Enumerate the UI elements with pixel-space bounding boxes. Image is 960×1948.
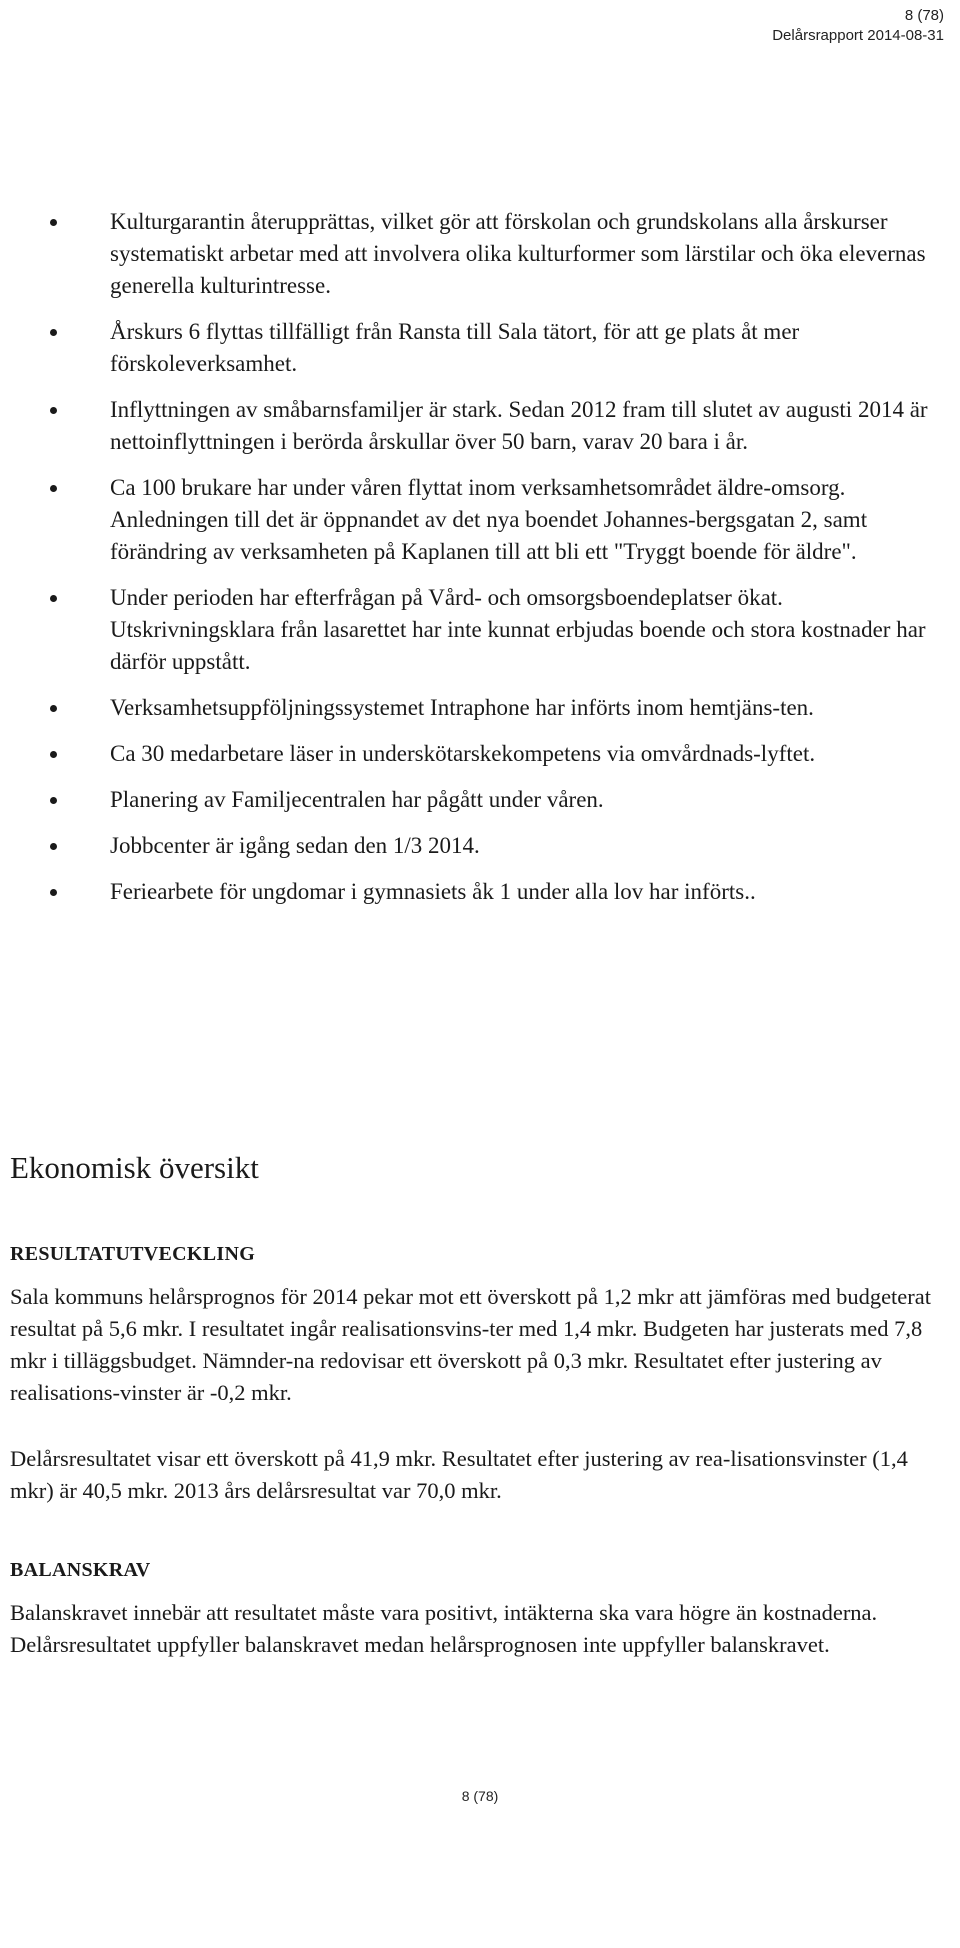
bullet-list bbox=[40, 206, 940, 922]
bullet-icon bbox=[50, 751, 57, 758]
section-title: Ekonomisk översikt bbox=[10, 1150, 259, 1185]
list-item-text: Verksamhetsuppföljningssystemet Intraphone har införts inom hemtjäns-ten. bbox=[110, 695, 814, 720]
page-header bbox=[772, 6, 944, 46]
bullet-icon bbox=[50, 843, 57, 850]
list-item bbox=[40, 316, 940, 380]
bullet-icon bbox=[50, 705, 57, 712]
list-item-text: Feriearbete för ungdomar i gymnasiets åk 1 under alla lov har införts.. bbox=[110, 879, 756, 904]
list-item bbox=[40, 394, 940, 458]
balans-heading: BALANSKRAV bbox=[10, 1559, 151, 1581]
bullet-icon bbox=[50, 797, 57, 804]
list-item bbox=[40, 876, 940, 908]
balans-paragraph: Balanskravet innebär att resultatet måste vara positivt, intäkterna ska vara högre än kostnaderna. Delårsresultatet uppfyller balanskravet medan helårsprognosen inte uppfyller balanskravet. bbox=[10, 1600, 878, 1657]
bullet-icon bbox=[50, 219, 57, 226]
list-item-text: Jobbcenter är igång sedan den 1/3 2014. bbox=[110, 833, 480, 858]
list-item-text: Planering av Familjecentralen har pågått under våren. bbox=[110, 787, 604, 812]
list-item bbox=[40, 582, 940, 678]
list-item bbox=[40, 472, 940, 568]
resultat-paragraph-2: Delårsresultatet visar ett överskott på 41,9 mkr. Resultatet efter justering av rea-lisationsvinster (1,4 mkr) är 40,5 mkr. 2013 års delårsresultat var 70,0 mkr. bbox=[10, 1446, 908, 1503]
bullet-icon bbox=[50, 595, 57, 602]
header-report-title: Delårsrapport 2014-08-31 bbox=[772, 27, 944, 44]
list-item-text: Inflyttningen av småbarnsfamiljer är stark. Sedan 2012 fram till slutet av augusti 2014 är nettoinflyttningen i berörda årskullar över 50 barn, varav 20 bara i år. bbox=[110, 397, 928, 454]
list-item-text: Kulturgarantin återupprättas, vilket gör att förskolan och grundskolans alla årskurser systematiskt arbetar med att involvera olika kulturformer som lärstilar och öka elevernas generella kulturintresse. bbox=[110, 209, 926, 298]
bullet-icon bbox=[50, 329, 57, 336]
bullet-icon bbox=[50, 407, 57, 414]
header-page-number: 8 (78) bbox=[904, 7, 944, 24]
list-item-text: Ca 30 medarbetare läser in underskötarskekompetens via omvårdnads-lyftet. bbox=[110, 741, 816, 766]
list-item bbox=[40, 692, 940, 724]
list-item-text: Ca 100 brukare har under våren flyttat inom verksamhetsområdet äldre-omsorg. Anledningen till det är öppnandet av det nya boendet Johannes-bergsgatan 2, samt förändring av verksamheten på Kaplanen till att bli ett "Tryggt boende för äldre". bbox=[110, 475, 868, 564]
list-item-text: Årskurs 6 flyttas tillfälligt från Ransta till Sala tätort, för att ge plats åt mer förskoleverksamhet. bbox=[110, 319, 800, 376]
bullet-icon bbox=[50, 485, 57, 492]
bullet-icon bbox=[50, 889, 57, 896]
resultat-paragraph-1: Sala kommuns helårsprognos för 2014 pekar mot ett överskott på 1,2 mkr att jämföras med budgeterat resultat på 5,6 mkr. I resultatet ingår realisationsvins-ter med 1,4 mkr. Budgeten har justerats med 7,8 mkr i tilläggsbudget. Nämnder-na redovisar ett överskott på 0,3 mkr. Resultatet efter justering av realisations-vinster är -0,2 mkr. bbox=[10, 1284, 932, 1405]
list-item bbox=[40, 784, 940, 816]
list-item bbox=[40, 830, 940, 862]
resultat-heading: RESULTATUTVECKLING bbox=[10, 1243, 256, 1265]
page-footer: 8 (78) bbox=[461, 1788, 499, 1804]
list-item-text: Under perioden har efterfrågan på Vård- och omsorgsboendeplatser ökat. Utskrivningsklara från lasarettet har inte kunnat erbjudas boende och stora kostnader har därför uppstått. bbox=[110, 585, 926, 674]
list-item bbox=[40, 206, 940, 302]
list-item bbox=[40, 738, 940, 770]
